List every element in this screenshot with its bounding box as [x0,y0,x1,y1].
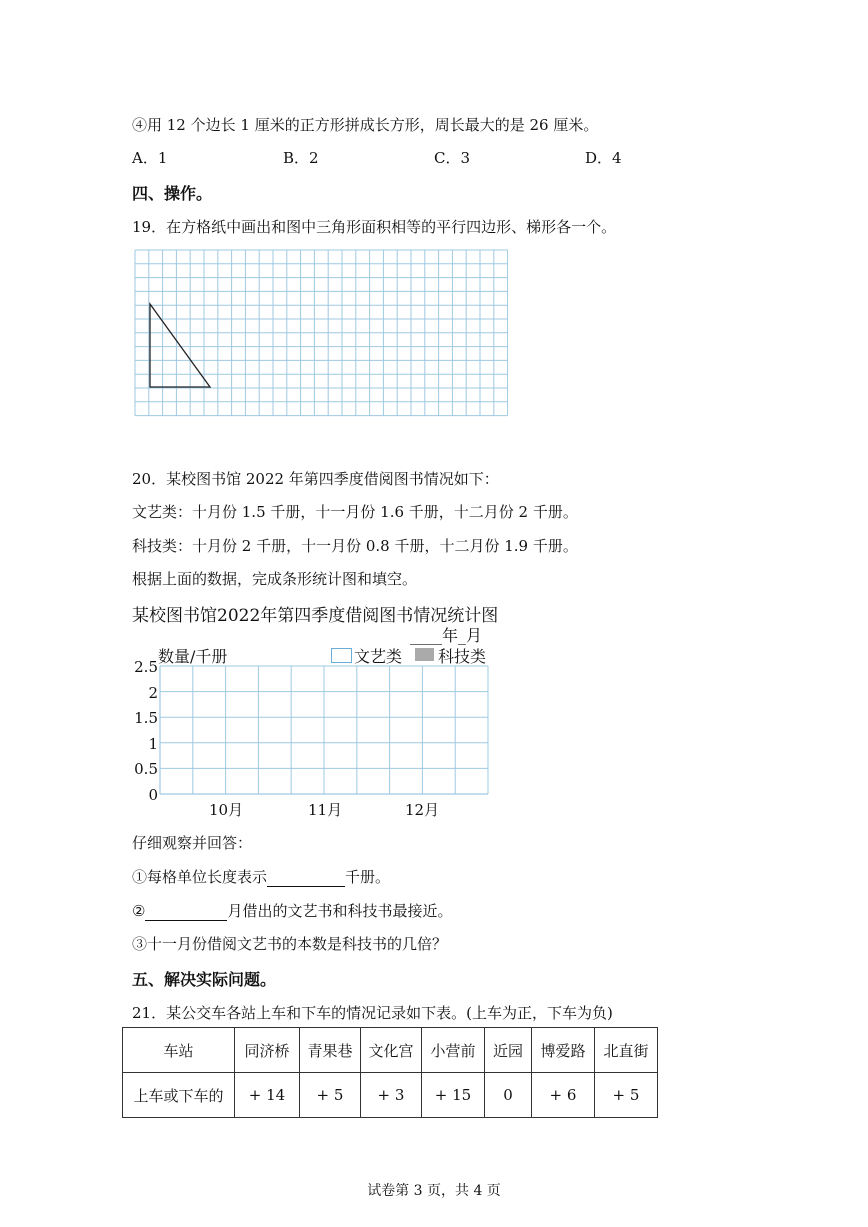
table-cell: 上车或下车的 [123,1073,235,1118]
legend-label-keji: 科技类 [438,647,487,666]
table-cell: 北直街 [595,1028,658,1073]
q20-line-wenyi: 文艺类：十月份 1.5 千册，十一月份 1.6 千册，十二月份 2 千册。 [132,503,578,521]
table-cell: + 14 [235,1073,300,1118]
section-4-title: 四、操作。 [132,184,213,203]
x-tick-11: 11月 [308,801,343,819]
q20-sub2 [132,900,452,921]
table-cell: + 15 [422,1073,485,1118]
y-tick-2: 2 [148,684,158,702]
table-cell: 车站 [123,1028,235,1073]
page-footer: 试卷第 3 页，共 4 页 [367,1183,501,1199]
q20-instruction: 根据上面的数据，完成条形统计图和填空。 [132,570,418,588]
chart-y-label: 数量/千册 [158,647,228,666]
table-cell: + 3 [361,1073,422,1118]
table-row [123,1028,658,1073]
q18-option-d: D．4 [585,149,622,167]
q20-sub1 [132,866,390,887]
legend-swatch-wenyi [331,648,352,663]
x-tick-10: 10月 [209,801,244,819]
table-cell: 近园 [485,1028,532,1073]
q20-sub3: ③十一月份借阅文艺书的本数是科技书的几倍？ [132,935,448,953]
table-cell: + 5 [595,1073,658,1118]
bus-stop-table [122,1027,658,1118]
q20-line-keji: 科技类：十月份 2 千册，十一月份 0.8 千册，十二月份 1.9 千册。 [132,537,578,555]
q18-option-a: A．1 [132,149,168,167]
q20-intro: 20．某校图书馆 2022 年第四季度借阅图书情况如下： [132,470,499,488]
q21-text: 21．某公交车各站上车和下车的情况记录如下表。(上车为正，下车为负) [132,1004,613,1022]
y-tick-1: 1 [148,735,158,753]
q18-item4-text: ④用 12 个边长 1 厘米的正方形拼成长方形，周长最大的是 26 厘米。 [132,116,599,134]
legend-swatch-keji [415,648,434,661]
table-cell: + 6 [532,1073,595,1118]
answer-blank-1[interactable] [267,872,345,887]
table-cell: + 5 [300,1073,361,1118]
q18-option-c: C．3 [434,149,471,167]
q20-sub1-pre: ①每格单位长度表示 [132,868,268,886]
chart-title: 某校图书馆2022年第四季度借阅图书情况统计图 [132,606,499,626]
y-tick-0-5: 0.5 [134,760,158,778]
q20-sub2-post: 月借出的文艺书和科技书最接近。 [227,902,453,920]
table-cell: 小营前 [422,1028,485,1073]
q20-observe: 仔细观察并回答： [132,834,253,852]
section-5-title: 五、解决实际问题。 [132,970,277,989]
table-row [123,1073,658,1118]
chart-date-blank: ____年_月 [410,626,483,645]
legend-label-wenyi: 文艺类 [354,647,403,666]
q19-text: 19．在方格纸中画出和图中三角形面积相等的平行四边形、梯形各一个。 [132,218,617,236]
x-tick-12: 12月 [405,801,440,819]
table-cell: 青果巷 [300,1028,361,1073]
y-tick-2-5: 2.5 [134,658,158,676]
grid-paper [134,249,508,417]
q20-sub2-pre: ② [132,902,146,920]
q20-sub1-post: 千册。 [345,868,391,886]
table-cell: 博爱路 [532,1028,595,1073]
table-cell: 0 [485,1073,532,1118]
y-tick-0: 0 [148,786,158,804]
table-cell: 文化宫 [361,1028,422,1073]
answer-blank-2[interactable] [145,906,227,921]
table-cell: 同济桥 [235,1028,300,1073]
q18-option-b: B．2 [283,149,319,167]
chart-plot-area [156,664,490,796]
y-tick-1-5: 1.5 [134,709,158,727]
